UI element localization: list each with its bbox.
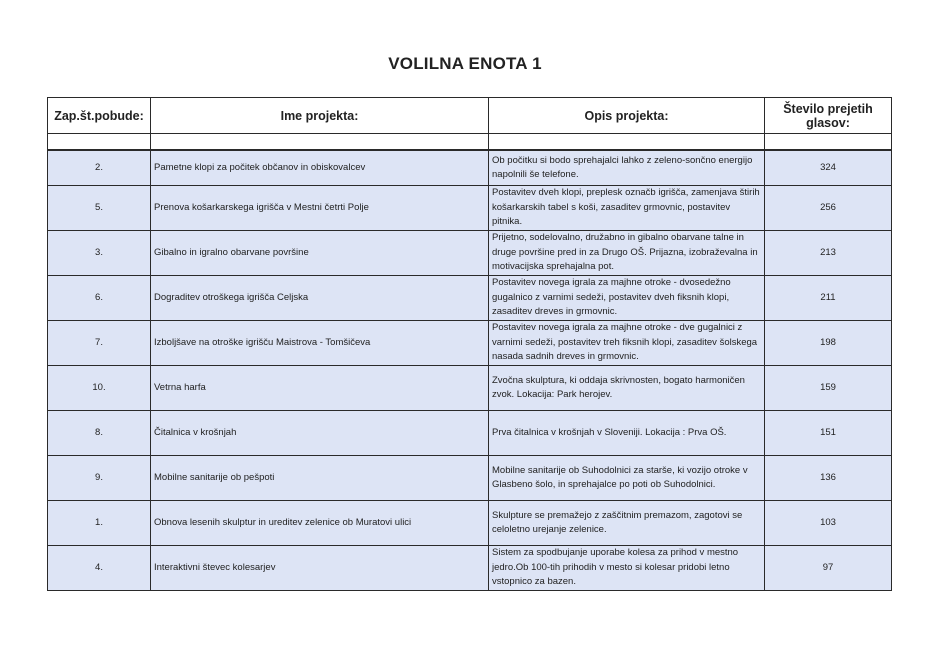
spacer-row [48, 134, 892, 151]
cell-name: Gibalno in igralno obarvane površine [151, 231, 489, 276]
cell-number: 3. [48, 231, 151, 276]
table-row [48, 231, 892, 276]
table-row [48, 411, 892, 456]
table-row [48, 276, 892, 321]
cell-number: 4. [48, 546, 151, 591]
cell-name: Prenova košarkarskega igrišča v Mestni četrti Polje [151, 186, 489, 231]
cell-number: 9. [48, 456, 151, 501]
cell-name: Vetrna harfa [151, 366, 489, 411]
header-name: Ime projekta: [151, 98, 489, 134]
cell-name: Izboljšave na otroške igrišču Maistrova - Tomšičeva [151, 321, 489, 366]
cell-votes: 213 [765, 231, 892, 276]
cell-votes: 256 [765, 186, 892, 231]
page-title: VOLILNA ENOTA 1 [388, 54, 542, 73]
table-row [48, 456, 892, 501]
table-row [48, 546, 892, 591]
table-row [48, 321, 892, 366]
cell-votes: 211 [765, 276, 892, 321]
table-row [48, 366, 892, 411]
table-row [48, 150, 892, 186]
cell-number: 7. [48, 321, 151, 366]
cell-number: 2. [48, 150, 151, 186]
cell-description: Ob počitku si bodo sprehajalci lahko z zeleno-sončno energijo napolnili še telefone. [489, 150, 765, 186]
cell-description: Postavitev novega igrala za majhne otroke - dve gugalnici z varnimi sedeži, postavitev treh fiksnih klopi, zasaditev šolskega nasada sadnih dreves in grmovnic. [489, 321, 765, 366]
cell-name: Interaktivni števec kolesarjev [151, 546, 489, 591]
cell-votes: 97 [765, 546, 892, 591]
cell-description: Postavitev novega igrala za majhne otroke - dvosedežno gugalnico z varnimi sedeži, postavitev dveh fiksnih klopi, zasaditev dreves in grmovnic. [489, 276, 765, 321]
cell-name: Pametne klopi za počitek občanov in obiskovalcev [151, 150, 489, 186]
cell-description: Prva čitalnica v krošnjah v Sloveniji. Lokacija : Prva OŠ. [489, 411, 765, 456]
cell-number: 5. [48, 186, 151, 231]
cell-description: Prijetno, sodelovalno, družabno in gibalno obarvane talne in druge površine pred in za Drugo OŠ. Prijazna, izobraževalna in motivacijska sprehajalna pot. [489, 231, 765, 276]
cell-description: Postavitev dveh klopi, preplesk označb igrišča, zamenjava štirih košarkarskih tabel s koši, zasaditev grmovnic, postavitev pitnika. [489, 186, 765, 231]
header-votes: Število prejetih glasov: [765, 98, 892, 134]
cell-description: Mobilne sanitarije ob Suhodolnici za starše, ki vozijo otroke v Glasbeno šolo, in sprehajalce po poti ob Suhodolnici. [489, 456, 765, 501]
table-row [48, 501, 892, 546]
cell-number: 6. [48, 276, 151, 321]
cell-votes: 198 [765, 321, 892, 366]
header-row [48, 98, 892, 134]
cell-number: 8. [48, 411, 151, 456]
cell-name: Dograditev otroškega igrišča Celjska [151, 276, 489, 321]
cell-votes: 136 [765, 456, 892, 501]
cell-description: Zvočna skulptura, ki oddaja skrivnosten, bogato harmoničen zvok. Lokacija: Park herojev. [489, 366, 765, 411]
cell-name: Obnova lesenih skulptur in ureditev zelenice ob Muratovi ulici [151, 501, 489, 546]
cell-name: Čitalnica v krošnjah [151, 411, 489, 456]
cell-number: 10. [48, 366, 151, 411]
table-row [48, 186, 892, 231]
cell-name: Mobilne sanitarije ob pešpoti [151, 456, 489, 501]
cell-votes: 159 [765, 366, 892, 411]
cell-votes: 324 [765, 150, 892, 186]
header-number: Zap.št.pobude: [48, 98, 151, 134]
cell-votes: 151 [765, 411, 892, 456]
cell-votes: 103 [765, 501, 892, 546]
cell-description: Sistem za spodbujanje uporabe kolesa za prihod v mestno jedro.Ob 100-tih prihodih v mesto si kolesar pridobi letno vstopnico za bazen. [489, 546, 765, 591]
cell-number: 1. [48, 501, 151, 546]
cell-description: Skulpture se premažejo z zaščitnim premazom, zagotovi se celoletno urejanje zelenice. [489, 501, 765, 546]
header-description: Opis projekta: [489, 98, 765, 134]
results-table [47, 97, 892, 591]
